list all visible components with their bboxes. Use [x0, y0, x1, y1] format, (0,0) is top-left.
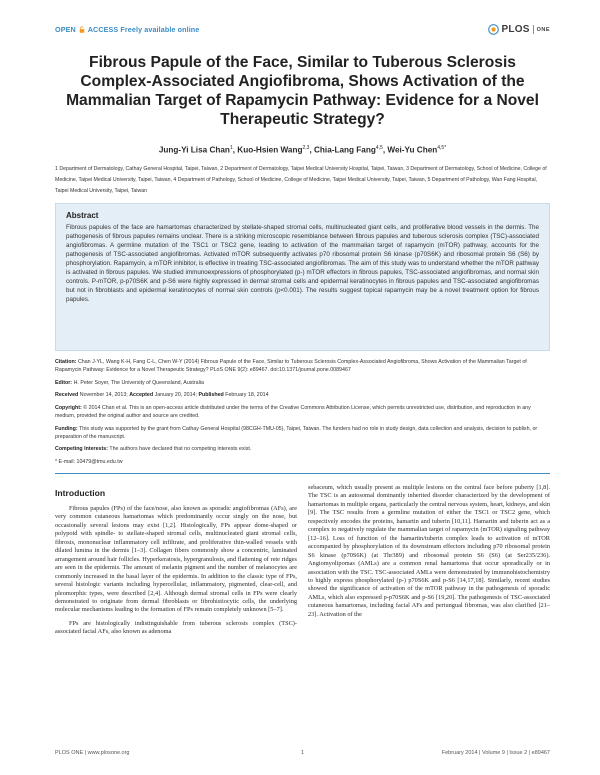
article-title: Fibrous Papule of the Face, Similar to Tuberous Sclerosis Complex-Associated Angiofibroma, Shows Activation of the Mammalian Target of Rapamycin Pathway: Evidence for a Novel Therapeutic Strategy?: [66, 54, 539, 128]
plos-logo-icon: [488, 24, 499, 35]
page-footer: [55, 750, 550, 760]
accepted-label: Accepted: [129, 392, 154, 398]
citation-block: [55, 358, 550, 375]
author-name[interactable]: Wei-Yu Chen: [387, 145, 438, 155]
abstract-heading: Abstract: [66, 211, 99, 220]
journal-subname: ONE: [536, 26, 550, 33]
email-link[interactable]: 10479@tmu.edu.tw: [76, 459, 123, 465]
copyright-block: [55, 404, 550, 421]
body-paragraph: FPs are histologically indistinguishable from tuberous sclerosis complex (TSC)-associated facial AFs, also known as adenoma: [55, 619, 297, 636]
received-date: November 14, 2013;: [79, 392, 128, 398]
author-name[interactable]: Chia-Lang Fang: [314, 145, 376, 155]
author-affiliation-marker: 1: [229, 145, 233, 151]
author-list: Jung-Yi Lisa Chan$^1$, Kuo-Hsien Wang$^{2,3}$, Chia-Lang Fang$^{4,5}$, Wei-Yu Chen$^{4,5*}$: [158, 145, 447, 155]
footer-issue-info: February 2014 | Volume 9 | Issue 2 | e89467: [441, 750, 550, 756]
competing-interests-text: The authors have declared that no competing interests exist.: [109, 446, 252, 452]
competing-interests-block: [55, 445, 550, 453]
introduction-heading: Introduction: [55, 488, 106, 498]
published-label: Published: [198, 392, 224, 398]
affiliations: 1 Department of Dermatology, Cathay General Hospital, Taipei, Taiwan, 2 Department of Dermatology, Taipei Medical University Hospital, Taipei, Taiwan, 3 Department of Dermatology, School of Medicine, College of Medicine, Taipei Medical University, Taipei, Taiwan, 4 Department of Pathology, School of Medicine, College of Medicine, Taipei Medical University, Taipei, Taiwan, 5 Department of Pathology, Wan Fang Hospital, Taipei Medical University, Taipei, Taiwan: [55, 166, 547, 194]
copyright-text: © 2014 Chan et al. This is an open-access article distributed under the terms of the Creative Commons Attribution License, which permits unrestricted use, distribution, and reproduction in any medium, provided the original author and source are credited.: [55, 405, 531, 420]
dates-block: [55, 391, 550, 399]
editor-text: H. Peter Soyer, The University of Queensland, Australia: [73, 380, 204, 386]
citation-text[interactable]: Chan J-YL, Wang K-H, Fang C-L, Chen W-Y (2014) Fibrous Papule of the Face, Similar to Tuberous Sclerosis Complex-Associated Angiofibroma, Shows Activation of the Mammalian Target of Rapamycin Pathway: Evidence for a Novel Therapeutic Strategy? PLoS ONE 9(2): e89467. doi:10.1371/journal.pone.0089467: [55, 359, 527, 374]
footer-journal-url[interactable]: PLOS ONE | www.plosone.org: [55, 750, 130, 756]
editor-block: [55, 379, 550, 387]
email-block: [55, 458, 550, 466]
received-label: Received: [55, 392, 79, 398]
logo-divider: [533, 25, 534, 34]
funding-text: This study was supported by the grant from Cathay General Hospital (98CGH-TMU-05), Taipei, Taiwan. The funders had no role in study design, data collection and analysis, decision to publish, or preparation of the manuscript.: [55, 426, 538, 441]
citation-label: Citation:: [55, 359, 77, 365]
journal-header: [55, 24, 550, 38]
copyright-label: Copyright:: [55, 405, 82, 411]
published-date: February 18, 2014: [225, 392, 269, 398]
email-label: * E-mail:: [55, 459, 76, 465]
section-divider: [55, 473, 550, 474]
author-affiliation-marker: 4,5: [375, 145, 383, 151]
body-paragraph: sebaceum, which usually present as multiple lesions on the central face before puberty [1,8]. The TSC is an autosomal dominantly inherited disorder characterized by the development of hamartomas in multiple organs, particularly the central nervous system, heart, kidneys, and skin [9]. The TSC results from a germline mutation of either the TSC1 or TSC2 gene, which respectively encodes the proteins, hamartin and tuberin [10,11]. Hamartin and tuberin act as a complex to negatively regulate the mammalian target of rapamycin (mTOR) signaling pathway [12–16]. Loss of function of the hamartin/tuberin complex leads to activation of mTOR accompanied by phosphorylation of its downstream effectors including p70 ribosomal protein S6 kinase (p70S6K) (at Thr389) and ribosomal protein S6 (S6) (at Ser235/236). Angiomyolipomas (AMLs) are a common renal hamartoma that occur sporadically or in association with the TSC. TSC-associated AMLs were demonstrated by immunohistochemistry to highly express phosphorylated (p-) p70S6K and p-S6 [14,17,18]. Similarly, recent studies showed the significance of activation of the mTOR pathway in the pathogenesis of sporadic AMLs, which also expressed p-p70S6K and p-S6 [19,20]. The pathogenesis of TSC-associated cutaneous hamartomas, including facial AFs and periungual fibromas, was also clarified [21–23]. Activation of the: [308, 484, 550, 618]
abstract-text: Fibrous papules of the face are hamartomas characterized by stellate-shaped stromal cells, multinucleated giant cells, and proliferative blood vessels in the dermis. The pathogenesis of fibrous papules remains unclear. There is a striking microscopic resemblance between fibrous papules and tuberous sclerosis complex (TSC)-associated angiofibromas. A germline mutation of the TSC1 or TSC2 gene, leading to activation of the mammalian target of rapamycin (mTOR) pathway, accounts for the pathogenesis of TSC-associated angiofibromas. Activated mTOR subsequently activates p70 ribosomal protein S6 kinase (p70S6K) and ribosomal protein S6 (S6) by phosphorylation. Rapamycin, a mTOR inhibitor, is effective in treating TSC-associated angiofibromas. The aim of this study was to understand whether the mTOR pathway is activated in fibrous papules. We studied immunoexpressions of phosphorylated (p-) mTOR effectors in fibrous papules, TSC-associated angiofibromas, and normal skin controls. P-mTOR, p-p70S6K and p-S6 were highly expressed in dermal stromal cells and epidermal keratinocytes in fibrous papules and TSC-associated angiofibromas but not in fibroblasts and epidermal keratinocytes of normal skin controls (p<0.001). The results suggest topical rapamycin may be a novel treatment option for fibrous papules.: [66, 224, 539, 303]
accepted-date: January 20, 2014;: [154, 392, 197, 398]
abstract-box: [55, 203, 550, 351]
author-name[interactable]: Jung-Yi Lisa Chan: [158, 145, 230, 155]
open-access-lock-icon: [79, 26, 85, 33]
open-access-label: OPEN ACCESS Freely available online: [55, 25, 200, 34]
author-affiliation-marker: 4,5*: [437, 145, 447, 151]
author-affiliation-marker: 2,3: [302, 145, 310, 151]
page-number: 1: [300, 750, 305, 756]
author-name[interactable]: Kuo-Hsien Wang: [237, 145, 303, 155]
editor-label: Editor:: [55, 380, 73, 386]
journal-name: PLOS: [501, 24, 530, 35]
body-paragraph: Fibrous papules (FPs) of the face/nose, also known as sporadic angiofibromas (AFs), are very common cutaneous hamartomas which predominantly occur singly on the nose, but occasionally several lesions may exist [1,2]. Histologically, FPs appear dome-shaped or polypoid with spindle- to stellate-shaped stromal cells, multinucleated giant stromal cells, fibrosis, mononuclear inflammatory cell infiltrate, and proliferative thin-walled vessels with dilated lumina in the dermis [1–3]. Collagen fibers commonly show a concentric, laminated arrangement around hair follicles. Hyperkeratosis, hypergranulosis, and flattening of rete ridges are seen in the epidermis. The amount of melanin pigment and the number of melanocytes are commonly increased in the basal layer of the epidermis. In addition to the classic type of FPs, several histologic variants including hypercellular, inflammatory, pigmented, clear-cell, and pleomorphic types, were described [2,4]. Although dermal stromal cells in FPs were clearly demonstrated to originate from dermal fibroblasts or fibrohistiocytic cells, the underlying molecular mechanisms leading to the formation of FPs remain completely unknown [5–7].: [55, 505, 297, 614]
right-column: [308, 484, 550, 619]
funding-label: Funding:: [55, 426, 78, 432]
competing-interests-label: Competing Interests:: [55, 446, 108, 452]
left-column: [55, 505, 297, 637]
plos-one-logo[interactable]: [488, 24, 550, 35]
funding-block: [55, 425, 550, 442]
